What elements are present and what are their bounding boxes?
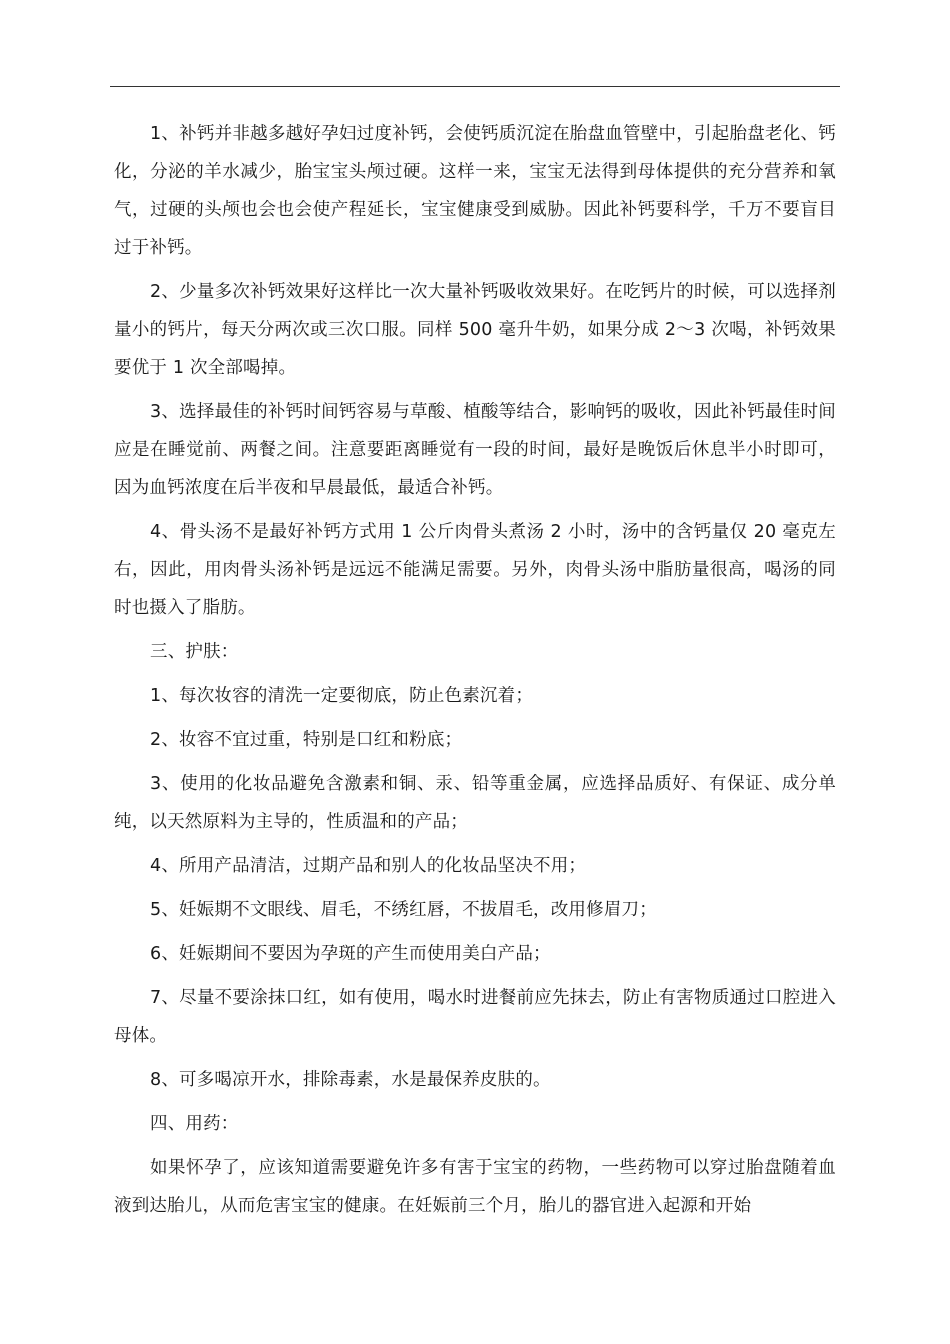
paragraph-skincare-6: 6、妊娠期间不要因为孕斑的产生而使用美白产品； — [150, 944, 551, 964]
paragraph-skincare-8: 8、可多喝凉开水，排除毒素，水是最保养皮肤的。 — [150, 1070, 551, 1090]
paragraph-medication-1: 如果怀孕了，应该知道需要避免许多有害于宝宝的药物，一些药物可以穿过胎盘随着血液到达胎儿，从而危害宝宝的健康。在妊娠前三个月，胎儿的器官进入起源和开始 — [114, 1158, 836, 1216]
paragraph-calcium-3: 3、选择最佳的补钙时间钙容易与草酸、植酸等结合，影响钙的吸收，因此补钙最佳时间应是在睡觉前、两餐之间。注意要距离睡觉有一段的时间，最好是晚饭后休息半小时即可，因为血钙浓度在后半夜和早晨最低，最适合补钙。 — [114, 402, 836, 498]
paragraph-skincare-1: 1、每次妆容的清洗一定要彻底，防止色素沉着； — [150, 686, 534, 706]
header-rule — [110, 86, 840, 87]
paragraph-skincare-3: 3、使用的化妆品避免含激素和铜、汞、铅等重金属，应选择品质好、有保证、成分单纯，以天然原料为主导的，性质温和的产品； — [114, 774, 836, 832]
paragraph-skincare-7: 7、尽量不要涂抹口红，如有使用，喝水时进餐前应先抹去，防止有害物质通过口腔进入母体。 — [114, 988, 836, 1046]
section-heading-skincare: 三、护肤： — [150, 642, 239, 662]
paragraph-skincare-2: 2、妆容不宜过重，特别是口红和粉底； — [150, 730, 463, 750]
section-heading-medication: 四、用药： — [150, 1114, 239, 1134]
paragraph-calcium-1: 1、补钙并非越多越好孕妇过度补钙，会使钙质沉淀在胎盘血管壁中，引起胎盘老化、钙化，分泌的羊水减少，胎宝宝头颅过硬。这样一来，宝宝无法得到母体提供的充分营养和氧气，过硬的头颅也会也会使产程延长，宝宝健康受到威胁。因此补钙要科学，千万不要盲目过于补钙。 — [114, 124, 836, 258]
paragraph-calcium-2: 2、少量多次补钙效果好这样比一次大量补钙吸收效果好。在吃钙片的时候，可以选择剂量小的钙片，每天分两次或三次口服。同样 500 毫升牛奶，如果分成 2～3 次喝，补钙效果要优于 1 次全部喝掉。 — [114, 282, 836, 378]
paragraph-skincare-4: 4、所用产品清洁，过期产品和别人的化妆品坚决不用； — [150, 856, 587, 876]
paragraph-calcium-4: 4、骨头汤不是最好补钙方式用 1 公斤肉骨头煮汤 2 小时，汤中的含钙量仅 20 毫克左右，因此，用肉骨头汤补钙是远远不能满足需要。另外，肉骨头汤中脂肪量很高，喝汤的同时也摄入了脂肪。 — [114, 522, 836, 618]
document-body — [114, 115, 836, 1231]
paragraph-skincare-5: 5、妊娠期不文眼线、眉毛，不绣红唇，不拔眉毛，改用修眉刀； — [150, 900, 657, 920]
